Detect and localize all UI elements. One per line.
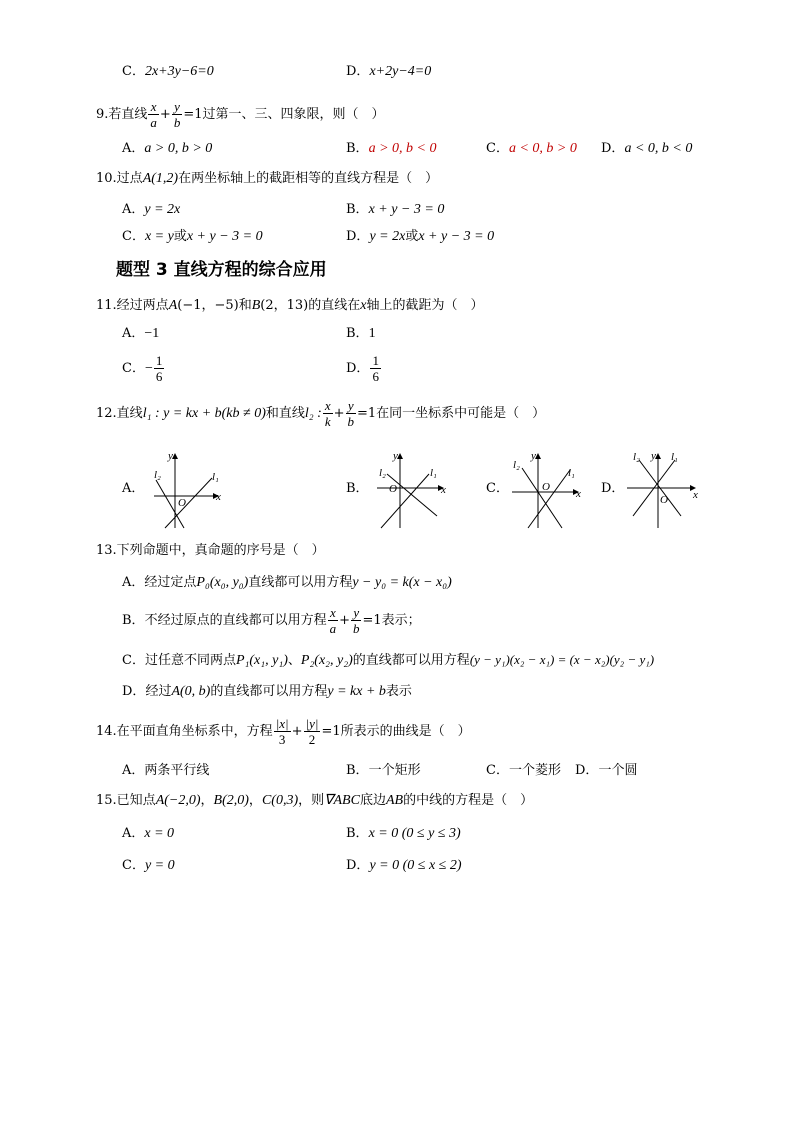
q8-option-d: D．x+2y−4=0 (346, 64, 432, 79)
q12-graph-d-l1-label: l₁ (671, 451, 678, 463)
q12-graph-a-l1-label: l₁ (212, 471, 219, 483)
q11-option-a: A．−1 (122, 326, 160, 341)
q12-graph-c-l2-label: l₂ (513, 459, 520, 471)
section-title: 题型 3 直线方程的综合应用 (116, 260, 327, 280)
q12-graph-d (625, 450, 700, 530)
q13-option-a: A．经过定点P₀(x₀, y₀)直线都可以用方程y − y₀ = k(x − x₀) (122, 575, 452, 590)
q14-frac-x-3: $\frac{|x|}{3}$ (275, 716, 289, 747)
q12-graph-b-l1-label: l₁ (430, 467, 437, 479)
q15-stem: 15.已知点A(−2,0)，B(2,0)，C(0,3)，则∇ABC底边AB的中线的方程是（ ） (96, 793, 534, 808)
q11-option-d: D． $\frac{1}{6}$ (346, 353, 379, 384)
q14-stem: 14.在平面直角坐标系中，方程 $\frac{|x|}{3}$ + $\frac{|y|}{2}$ =1所表示的曲线是（ ） (96, 716, 471, 747)
q12-frac-x-k: $\frac{x}{k}$ (324, 398, 331, 429)
q9-frac-x-a: $\frac{x}{a}$ (150, 99, 157, 130)
q11-option-b: B．1 (346, 326, 376, 341)
q11-option-c: C．− $\frac{1}{6}$ (122, 353, 163, 384)
q12-graph-c-origin: O (542, 481, 550, 493)
q12-graph-c-x-label: x (576, 488, 581, 500)
q9-option-a: A．a > 0, b > 0 (122, 141, 213, 156)
q10-option-c: C．x = y或x + y − 3 = 0 (122, 229, 263, 244)
q13-option-d: D．经过A(0, b)的直线都可以用方程y = kx + b表示 (122, 684, 412, 699)
q12-option-b-label: B． (346, 481, 369, 496)
q10-stem: 10.过点A(1,2)在两坐标轴上的截距相等的直线方程是（ ） (96, 171, 439, 186)
q14-option-a: A．两条平行线 (122, 763, 210, 778)
q11-stem: 11.经过两点A(−1，−5)和B(2，13)的直线在x轴上的截距为（ ） (96, 298, 484, 313)
q13-frac-x-a: $\frac{x}{a}$ (329, 605, 337, 636)
q14-option-b: B．一个矩形 (346, 763, 421, 778)
q13-option-b: B．不经过原点的直线都可以用方程 $\frac{x}{a}$ + $\frac{y}{b}$ =1表示； (122, 605, 421, 636)
q8-option-c: C．2x+3y−6=0 (122, 64, 214, 79)
q12-graph-a-origin: O (178, 497, 186, 509)
q9-stem: 9.若直线 $\frac{x}{a}$ + $\frac{y}{b}$ =1过第一、三、四象限，则（ ） (96, 99, 385, 130)
q12-graph-b-l2-label: l₂ (379, 467, 386, 479)
q12-graph-b-x-label: x (441, 484, 446, 496)
q12-graph-b-line-l2 (387, 474, 437, 516)
q12-graph-d-x-label: x (693, 489, 698, 501)
q12-option-c-label: C． (486, 481, 509, 496)
q12-graph-c-l1-label: l₁ (568, 467, 575, 479)
q15-option-c: C．y = 0 (122, 858, 175, 873)
q13-option-c: C．过任意不同两点P₁(x₁, y₁)、P₂(x₂, y₂)的直线都可以用方程(y − y₁)(x₂ − x₁) = (x − x₂)(y₂ − y₁) (122, 652, 655, 668)
q9-option-c: C．a < 0, b > 0 (486, 141, 577, 156)
q14-frac-y-2: $\frac{|y|}{2}$ (305, 716, 319, 747)
q14-option-c: C．一个菱形 (486, 763, 561, 778)
q11-frac-c: $\frac{1}{6}$ (155, 353, 163, 384)
q13-frac-y-b: $\frac{y}{b}$ (352, 605, 360, 636)
q13-stem: 13.下列命题中，真命题的序号是（ ） (96, 543, 325, 558)
q12-graph-b (375, 450, 450, 530)
q12-graph-d-l2-label: l₂ (633, 451, 640, 463)
q12-graph-a-x-label: x (216, 491, 221, 503)
q12-graph-a (150, 450, 225, 530)
q11-frac-d: $\frac{1}{6}$ (372, 353, 379, 384)
q15-option-a: A．x = 0 (122, 826, 175, 841)
q10-option-b: B．x + y − 3 = 0 (346, 202, 445, 217)
q12-graph-a-line-l1 (165, 478, 212, 528)
q12-option-a-label: A． (122, 481, 145, 496)
q12-graph-b-origin: O (389, 483, 397, 495)
q12-graph-d-y-label: y (651, 450, 656, 462)
q12-graph-a-y-label: y (168, 450, 173, 462)
q12-graph-d-origin: O (660, 494, 668, 506)
q12-graph-c-y-label: y (531, 450, 536, 462)
q12-graph-a-l2-label: l₂ (154, 469, 161, 481)
q12-graph-c-line-l2 (522, 468, 562, 528)
q10-option-a: A．y = 2x (122, 202, 181, 217)
q12-frac-y-b: $\frac{y}{b}$ (347, 398, 354, 429)
q12-graph-b-y-label: y (393, 450, 398, 462)
q9-option-b: B．a > 0, b < 0 (346, 141, 437, 156)
q14-option-d: D．一个圆 (575, 763, 638, 778)
q15-option-d: D．y = 0 (0 ≤ x ≤ 2) (346, 858, 462, 873)
q9-frac-y-b: $\frac{y}{b}$ (173, 99, 181, 130)
q12-graph-c-line-l1 (528, 470, 570, 528)
q12-stem: 12.直线l₁ : y = kx + b(kb ≠ 0)和直线l₂ : $\frac{x}{k}$ + $\frac{y}{b}$ =1在同一坐标系中可能是（ ） (96, 398, 546, 429)
q12-graph-c (510, 450, 585, 530)
q9-option-d: D．a < 0, b < 0 (601, 141, 693, 156)
q10-option-d: D．y = 2x或x + y − 3 = 0 (346, 229, 495, 244)
q15-option-b: B．x = 0 (0 ≤ y ≤ 3) (346, 826, 461, 841)
q12-option-d-label: D． (601, 481, 625, 496)
